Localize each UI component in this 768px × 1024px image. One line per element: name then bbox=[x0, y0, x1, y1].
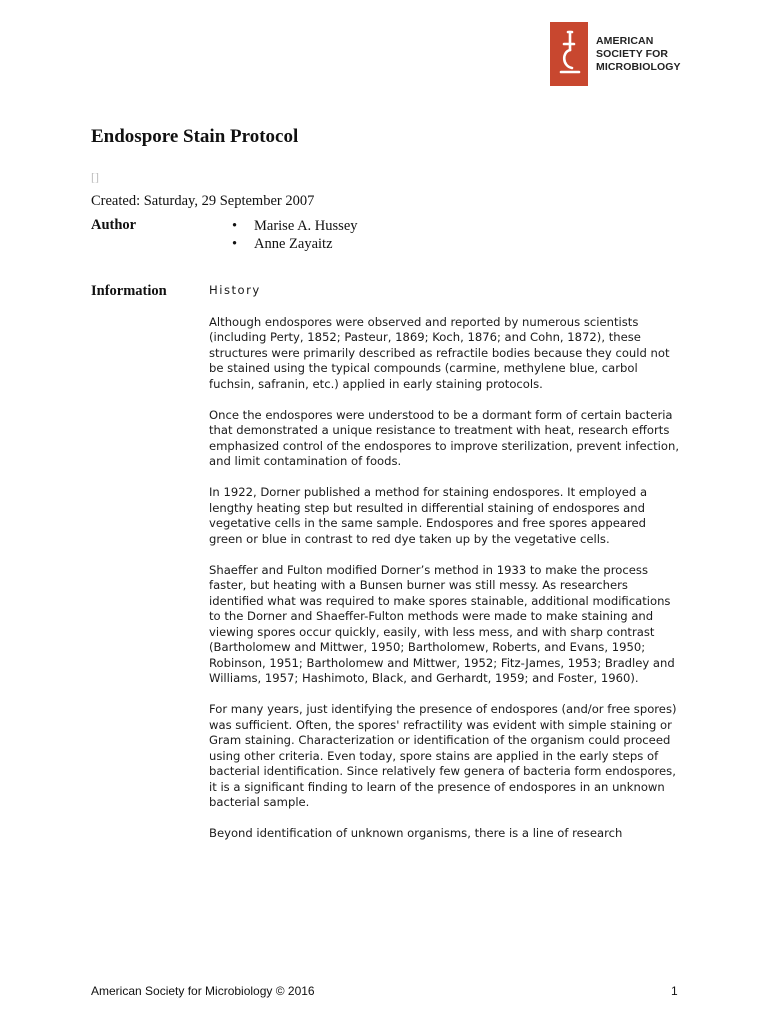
created-date: Created: Saturday, 29 September 2007 bbox=[91, 193, 315, 209]
asm-logo bbox=[550, 22, 681, 86]
logo-wordmark bbox=[596, 35, 681, 74]
author-item: • Anne Zayaitz bbox=[232, 235, 358, 253]
author-item: • Marise A. Hussey bbox=[232, 217, 358, 235]
author-label: Author bbox=[91, 217, 137, 233]
author-list bbox=[232, 217, 358, 253]
logo-line: SOCIETY FOR bbox=[596, 47, 669, 60]
logo-line: MICROBIOLOGY bbox=[596, 60, 681, 73]
page-number: 1 bbox=[671, 984, 678, 998]
paragraph: Once the endospores were understood to be a dormant form of certain bacteria that demonstrated a unique resistance to treatment with heat, research efforts emphasized control of the endospores to improve sterilization, prevent infection, and limit contamination of foods. bbox=[209, 407, 680, 468]
information-label: Information bbox=[91, 283, 167, 299]
placeholder-mark: [] bbox=[91, 170, 99, 184]
paragraph: For many years, just identifying the presence of endospores (and/or free spores) was sufficient. Often, the spores' refractility was evident with simple staining or Gram staining. Characterization or identification of the organism could proceed using other criteria. Even today, spore stains are applied in the early steps of bacterial identification. Since relatively few genera of bacteria form endospores, it is a significant finding to learn of the presence of endospores in an unknown bacterial sample. bbox=[209, 702, 677, 809]
information-content bbox=[209, 283, 681, 857]
paragraph: Beyond identification of unknown organisms, there is a line of research bbox=[209, 826, 623, 840]
paragraph: Although endospores were observed and reported by numerous scientists (including Perty, 1852; Pasteur, 1869; Koch, 1876; and Cohn, 1872), these structures were primarily described as refractile bodies because they could not be stained using the typical compounds (carmine, methylene blue, carbol fuchsin, safranin, etc.) applied in early staining protocols. bbox=[209, 314, 670, 391]
logo-line: AMERICAN bbox=[596, 34, 654, 47]
footer-copyright: American Society for Microbiology © 2016 bbox=[91, 984, 315, 998]
section-heading: History bbox=[209, 283, 261, 297]
paragraph: Shaeffer and Fulton modified Dorner’s method in 1933 to make the process faster, but heating with a Bunsen burner was still messy. As researchers identified what was required to make spores stainable, additional modifications to the Dorner and Shaeffer-Fulton methods were made to make staining and viewing spores occur quickly, easily, with less mess, and with sharp contrast (Bartholomew and Mittwer, 1950; Bartholomew, Roberts, and Evans, 1950; Robinson, 1951; Bartholomew and Mittwer, 1952; Fitz-James, 1953; Bradley and Williams, 1957; Hashimoto, Black, and Gerhardt, 1959; and Foster, 1960). bbox=[209, 562, 675, 685]
document-title: Endospore Stain Protocol bbox=[91, 126, 299, 147]
paragraph: In 1922, Dorner published a method for staining endospores. It employed a lengthy heating step but resulted in differential staining of endospores and vegetative cells in the same sample. Endospores and free spores appeared green or blue in contrast to red dye taken up by the vegetative cells. bbox=[209, 485, 648, 546]
microscope-logo-icon bbox=[550, 22, 588, 86]
